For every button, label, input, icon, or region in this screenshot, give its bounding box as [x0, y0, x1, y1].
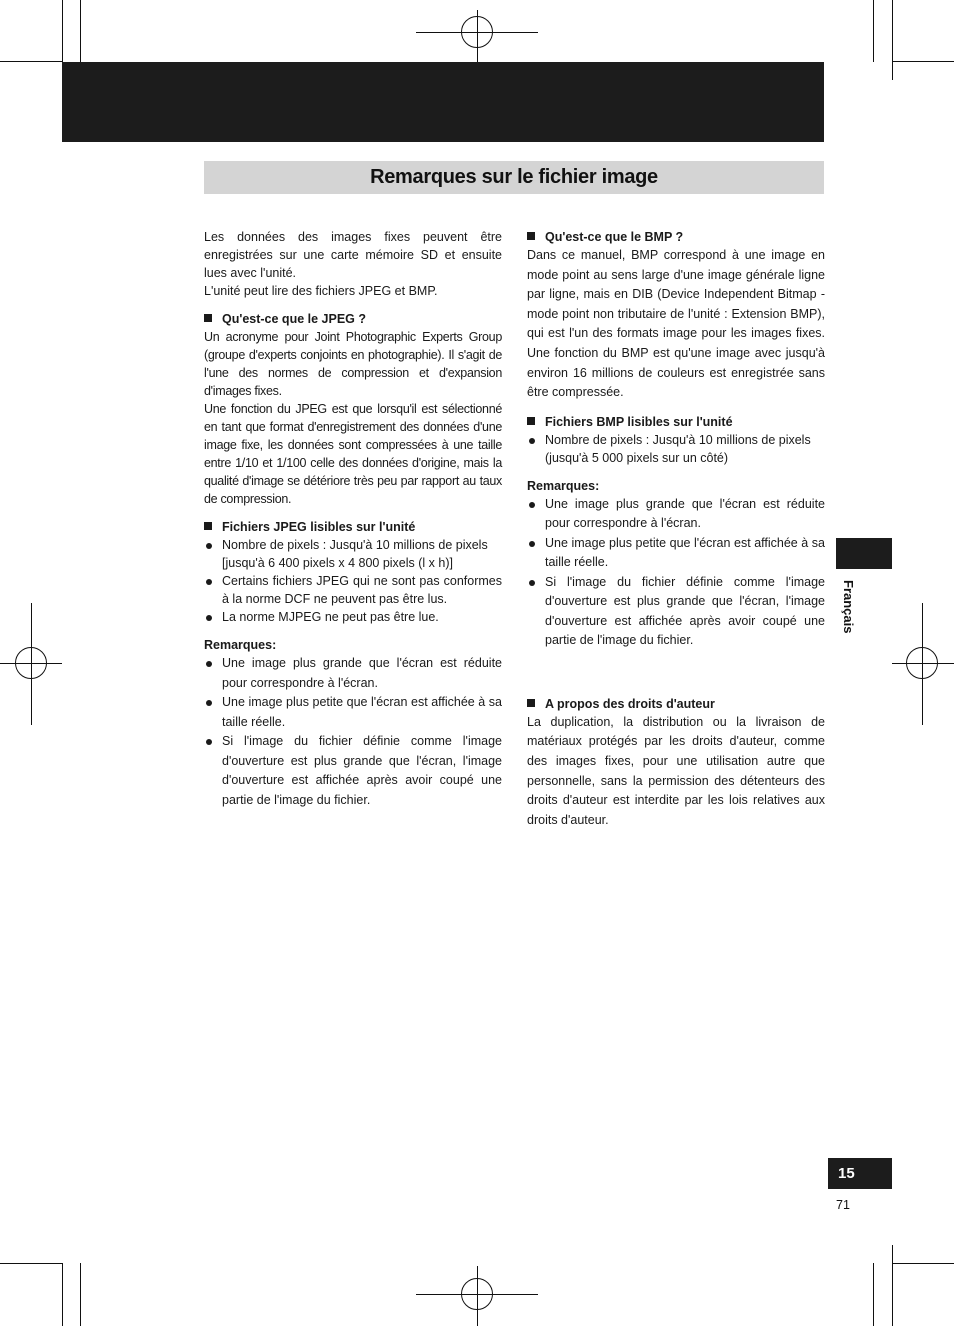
remarks-list: [204, 654, 502, 810]
list-item: [204, 536, 502, 572]
remarks-list: [527, 495, 825, 651]
bullet-icon: [206, 543, 212, 549]
chapter-number: 15: [828, 1158, 892, 1189]
bullet-icon: [206, 700, 212, 706]
registration-circle: [906, 647, 938, 679]
bullet-icon: [529, 502, 535, 508]
left-column: [204, 228, 502, 810]
bullet-icon: [529, 541, 535, 547]
right-column: [527, 228, 825, 830]
header-bar: [62, 62, 824, 142]
square-bullet-icon: [527, 417, 535, 425]
square-bullet-icon: [204, 522, 212, 530]
crop-mark: [80, 1263, 81, 1326]
list-item-text: Nombre de pixels : Jusqu'à 10 millions de pixels: [545, 432, 811, 447]
bullet-icon: [529, 438, 535, 444]
jpeg-heading: Qu'est-ce que le JPEG ?: [222, 312, 366, 326]
jpeg-paragraph: Une fonction du JPEG est que lorsqu'il est sélectionné en tant que format d'enregistrement des données d'une image fixe, les données sont compressées à une taille entre 1/10 et 1/100 celle des données d'origine, mais la qualité d'image se détériore très peu par rapport au taux de compression.: [204, 402, 502, 506]
list-item-continuation: [jusqu'à 6 400 pixels x 4 800 pixels (l x h)]: [222, 556, 453, 570]
crop-mark: [873, 0, 874, 62]
square-bullet-icon: [204, 314, 212, 322]
bullet-icon: [206, 661, 212, 667]
section-heading: [204, 310, 502, 328]
jpeg-paragraph: Un acronyme pour Joint Photographic Experts Group (groupe d'experts conjoints en photographie). Il s'agit de l'une des normes de compression et d'expansion d'images fixes.: [204, 330, 502, 398]
crop-mark: [80, 0, 81, 62]
list-item-text: Si l'image du fichier définie comme l'image d'ouverture est plus grande que l'écran, l'image d'ouverture est affichée après avoir coupé une partie de l'image du fichier.: [222, 734, 502, 807]
bmp-heading: Qu'est-ce que le BMP ?: [545, 230, 684, 244]
bullet-icon: [529, 580, 535, 586]
list-item: [527, 495, 825, 534]
bullet-icon: [206, 615, 212, 621]
jpeg-files-list: [204, 536, 502, 626]
remarks-heading: Remarques:: [527, 478, 600, 493]
intro-paragraph: Les données des images fixes peuvent être enregistrées sur une carte mémoire SD et ensuite lues avec l'unité.: [204, 230, 502, 280]
bullet-icon: [206, 739, 212, 745]
crop-mark: [62, 0, 63, 62]
crop-mark: [873, 1263, 874, 1326]
side-tab: [836, 538, 892, 569]
list-item-text: La norme MJPEG ne peut pas être lue.: [222, 610, 439, 624]
crop-mark: [892, 0, 893, 80]
remarks-heading: Remarques:: [204, 638, 277, 652]
list-item: [527, 573, 825, 651]
list-item: [204, 732, 502, 810]
list-item-text: Une image plus petite que l'écran est affichée à sa taille réelle.: [222, 695, 502, 729]
copyright-paragraph: La duplication, la distribution ou la livraison de matériaux protégés par les droits d'auteur, comme des images fixes, pour une utilisation autre que personnelle, sans la permission des détenteurs des droits d'auteur est interdite par les lois relatives aux droits d'auteur.: [527, 714, 825, 827]
bmp-files-heading: Fichiers BMP lisibles sur l'unité: [545, 414, 733, 429]
crop-mark: [0, 61, 62, 62]
section-heading: [527, 413, 825, 431]
list-item: [204, 572, 502, 608]
list-item-text: Une image plus grande que l'écran est réduite pour correspondre à l'écran.: [545, 496, 825, 531]
list-item: [527, 534, 825, 573]
list-item: [204, 608, 502, 626]
square-bullet-icon: [527, 232, 535, 240]
crop-mark: [62, 1263, 63, 1326]
section-heading: [527, 695, 825, 713]
registration-circle: [461, 16, 493, 48]
list-item-text: Si l'image du fichier définie comme l'image d'ouverture est plus grande que l'écran, l'image d'ouverture est affichée après avoir coupé une partie de l'image du fichier.: [545, 574, 825, 648]
page-number: 71: [836, 1198, 850, 1212]
bmp-paragraph: Dans ce manuel, BMP correspond à une image en mode point au sens large d'une image générale ligne par ligne, mais en DIB (Device Independent Bitmap - mode point non tributaire de l'unité : Extension BMP), qui est l'un des formats image pour les images fixes. Une fonction du BMP est qu'une image avec jusqu'à environ 16 millions de couleurs est enregistrée sans être compressée.: [527, 248, 825, 400]
list-item: [204, 654, 502, 693]
list-item: [204, 693, 502, 732]
title-bar: [204, 161, 824, 194]
bullet-icon: [206, 579, 212, 585]
crop-mark: [892, 1263, 954, 1264]
language-label: Français: [841, 580, 856, 634]
section-heading: [204, 518, 502, 536]
list-item-text: Nombre de pixels : Jusqu'à 10 millions de pixels: [222, 538, 488, 552]
crop-mark: [892, 1245, 893, 1326]
registration-circle: [15, 647, 47, 679]
registration-circle: [461, 1278, 493, 1310]
list-item-continuation: (jusqu'à 5 000 pixels sur un côté): [545, 450, 729, 465]
crop-mark: [892, 61, 954, 62]
jpeg-files-heading: Fichiers JPEG lisibles sur l'unité: [222, 520, 416, 534]
copyright-heading: A propos des droits d'auteur: [545, 696, 715, 711]
list-item: [527, 431, 825, 467]
intro-paragraph: L'unité peut lire des fichiers JPEG et BMP.: [204, 284, 438, 298]
square-bullet-icon: [527, 699, 535, 707]
bmp-files-list: [527, 431, 825, 467]
list-item-text: Une image plus petite que l'écran est affichée à sa taille réelle.: [545, 535, 825, 570]
section-heading: [527, 228, 825, 246]
page-title: Remarques sur le fichier image: [370, 166, 658, 188]
crop-mark: [0, 1263, 62, 1264]
list-item-text: Une image plus grande que l'écran est réduite pour correspondre à l'écran.: [222, 656, 502, 690]
list-item-text: Certains fichiers JPEG qui ne sont pas conformes à la norme DCF ne peuvent pas être lus.: [222, 574, 502, 606]
